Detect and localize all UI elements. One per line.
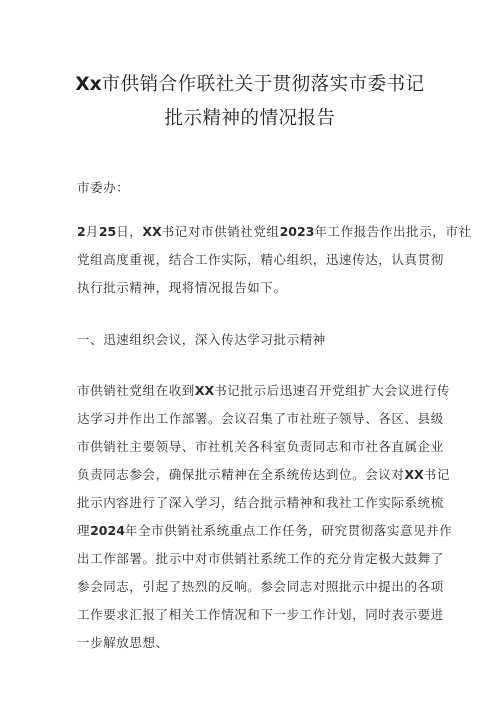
paragraph-2-line-5: 批示内容进行了深入学习，结合批示精神和我社工作实际系统梳 xyxy=(77,495,444,510)
salutation: 市委办： xyxy=(77,180,130,195)
paragraph-2-line-4: 负责同志参会，确保批示精神在全系统传达到位。会议对XX书记 xyxy=(77,467,450,482)
paragraph-1-line-1: 2月25日，XX书记对市供销社党组2023年工作报告作出批示，市社 xyxy=(77,224,472,239)
paragraph-2-line-9: 工作要求汇报了相关工作情况和下一步工作计划，同时表示要进 xyxy=(77,607,444,622)
paragraph-1-line-2: 党组高度重视，结合工作实际，精心组织，迅速传达，认真贯彻 xyxy=(77,252,444,267)
paragraph-2-line-7: 出工作部署。批示中对市供销社系统工作的充分肯定极大鼓舞了 xyxy=(77,551,444,566)
paragraph-2-line-2: 达学习并作出工作部署。会议召集了市社班子领导、各区、县级 xyxy=(77,411,444,426)
paragraph-2-line-3: 市供销社主要领导、市社机关各科室负责同志和市社各直属企业 xyxy=(77,439,444,454)
document-title-line-1: Xx市供销合作联社关于贯彻落实市委书记 xyxy=(75,74,425,95)
paragraph-1-line-3: 执行批示精神，现将情况报告如下。 xyxy=(77,280,287,295)
section-heading-1: 一、迅速组织会议，深入传达学习批示精神 xyxy=(77,332,326,347)
paragraph-2-line-10: 一步解放思想、 xyxy=(77,635,169,650)
paragraph-2-line-1: 市供销社党组在收到XX书记批示后迅速召开党组扩大会议进行传 xyxy=(77,383,450,398)
paragraph-2-line-8: 参会同志，引起了热烈的反响。参会同志对照批示中提出的各项 xyxy=(77,579,444,594)
document-title-line-2: 批示精神的情况报告 xyxy=(164,108,336,129)
paragraph-2-line-6: 理2024年全市供销社系统重点工作任务，研究贯彻落实意见并作 xyxy=(77,523,453,538)
